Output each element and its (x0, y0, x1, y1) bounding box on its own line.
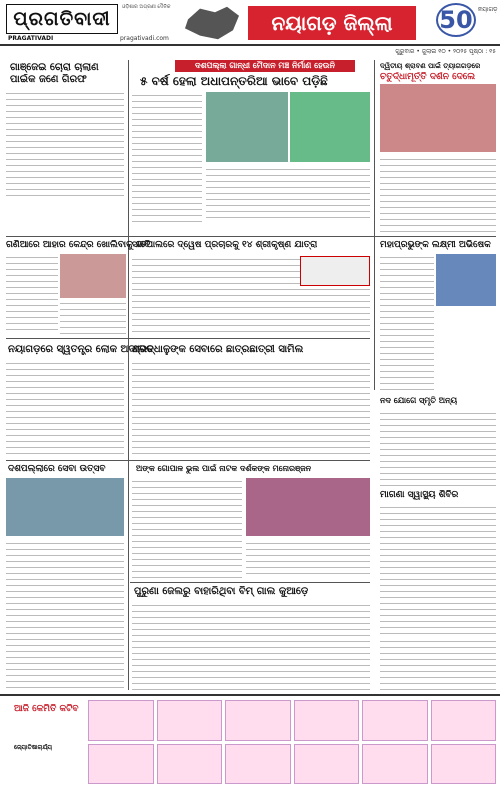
stadium-photo (290, 92, 370, 162)
rashi-box (157, 700, 223, 741)
website-url: pragativadi.com (120, 35, 169, 42)
article-body (6, 360, 124, 456)
article-body (132, 92, 202, 222)
stadium-photo (206, 92, 288, 162)
newspaper-logo: ପ୍ରଗତିବାଦୀ (6, 4, 118, 34)
article-body (132, 478, 242, 578)
drama-photo (246, 478, 370, 536)
headline: ମହାପ୍ରଭୁଙ୍କ ଲକ୍ଷ୍ମୀ ଅଭିଷେକ (380, 240, 491, 250)
edition: ନୟାଗଡ଼ (478, 6, 498, 13)
article-body (380, 504, 496, 634)
date: ଗୁରୁବାର • ଜୁଲାଇ ୧୦ • ୨୦୨୫ (395, 48, 468, 55)
headline: ଅଙ୍କ ଗୋପାଳ ଭୁଲ ପାଇଁ ନାଟକ ଦର୍ଶକଙ୍କ ମନୋରଞ୍ଜନ (136, 464, 312, 473)
headline: ନୟାଗଡ଼ରେ ସ୍ୱତନ୍ତ୍ର ଲୋକ ଅଦାଲତ (8, 344, 154, 355)
rashifala-grid (88, 700, 496, 784)
logo-sub: PRAGATIVADI (8, 35, 54, 42)
article-body (246, 540, 370, 578)
group-photo (6, 478, 124, 536)
headline: ଗାଞ୍ଜେଇ ଚୋରା ଚାଲାଣ (10, 62, 99, 73)
headline: ଶ୍ରଦ୍ଧାଳୁଙ୍କ ସେବାରେ ଛାତ୍ରଛାତ୍ରୀ ସାମିଲ (132, 344, 304, 355)
article-body (132, 360, 370, 456)
article-body (6, 540, 124, 690)
horoscope-author: ଜ୍ୟୋତିଷାଚାର୍ଯ୍ୟ (14, 744, 53, 751)
rashi-box (88, 744, 154, 785)
article-body (380, 156, 496, 232)
rashi-box (431, 744, 497, 785)
article-body (132, 602, 370, 690)
horoscope-title: ଆଜି କେମିତି କଟିବ (14, 704, 79, 714)
headline: ନଦ ଯୋଗେ ସ୍ମୃତି ଅନ୍ୟ (380, 396, 458, 405)
rashi-box (294, 700, 360, 741)
dateline (280, 48, 496, 57)
article-body (380, 638, 496, 690)
inset-box (300, 256, 370, 286)
anniversary-number: 50 (439, 6, 473, 34)
article-body (6, 90, 124, 200)
kicker: ଦଶପଲ୍ଲା ଗାନ୍ଧୀ ମୈଦାନ ମଞ୍ଚ ନିର୍ମାଣ ହେଉନି (175, 60, 355, 72)
rashi-box (88, 700, 154, 741)
headline: ୫ ବର୍ଷ ହେଲା ଅଧାପନ୍ତରିଆ ଭାବେ ପଡ଼ିଛି (140, 74, 328, 88)
kicker: ଦ୍ୱିତୀୟ ଶ୍ରାବଣ ପାଇଁ ତ୍ୟାଗଗଡ଼ରେ (380, 62, 481, 70)
headline: ପାଇଁକ ଜଣେ ଗିରଫ (10, 74, 87, 85)
rashi-box (362, 700, 428, 741)
article-body (380, 410, 496, 486)
building-photo (60, 254, 126, 298)
rashi-box (157, 744, 223, 785)
headline: ଦଶପଲ୍ଲାରେ ସେବା ଉତ୍ସବ (8, 464, 106, 474)
headline: ମାଗଣା ସ୍ୱାସ୍ଥ୍ୟ ଶିବିର (380, 490, 459, 500)
rashi-box (431, 700, 497, 741)
rashi-box (225, 744, 291, 785)
article-body (380, 254, 434, 390)
rashi-box (362, 744, 428, 785)
headline: ଚତୁର୍ଦ୍ଧାମୂର୍ତ୍ତି ଦର୍ଶନ ଦେଲେ (380, 72, 476, 82)
deity-photo (436, 254, 496, 306)
rashi-box (294, 744, 360, 785)
headline: ଗଣିଆରେ ଆହାର କେନ୍ଦ୍ର ଖୋଲିବାକୁ ଦାବି (6, 240, 151, 250)
article-body (206, 166, 370, 222)
rashi-box (225, 700, 291, 741)
tagline: ଓଡ଼ିଶାର ଅଗ୍ରଣୀ ଦୈନିକ (122, 4, 171, 10)
article-body (60, 300, 126, 334)
deity-photo (380, 84, 496, 152)
district-title: ନୟାଗଡ଼ ଜିଲ୍ଲା (248, 6, 416, 40)
page-number: ପୃଷ୍ଠା : ୧୫ (469, 48, 496, 55)
article-body (6, 254, 58, 334)
headline: ସାତପାଲରେ ଦ୍ୱେଷ ପ୍ରଚାରକୁ ୧୪ ଶ୍ରୀକୃଷ୍ଣ ଯାତ୍ରା (132, 240, 318, 250)
headline: ପୁରୁଣା ଜେଲରୁ ବାହାରିଥିବା ବିମ୍ ଗାଲ କୁଆଡ଼େ (134, 586, 309, 597)
